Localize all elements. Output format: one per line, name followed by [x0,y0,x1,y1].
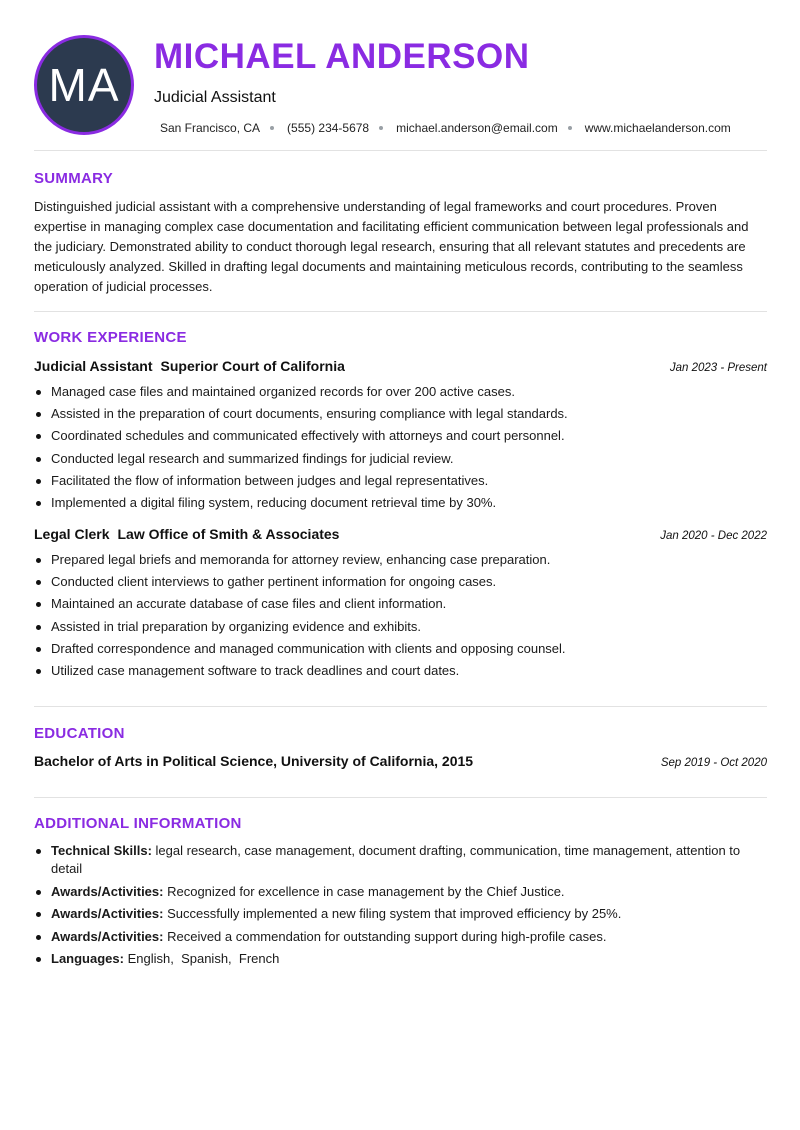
education-dates: Sep 2019 - Oct 2020 [660,757,767,769]
contact-email[interactable]: michael.anderson@email.com [396,121,558,135]
list-item [34,842,767,878]
job-dates: Jan 2023 - Present [669,362,767,374]
job-position: Judicial Assistant [34,358,153,374]
job-title [34,358,345,374]
item-text: legal research, case management, document drafting, communication, time management, attention to detail [51,843,741,876]
additional-list [34,842,767,973]
list-item: Utilized case management software to track deadlines and court dates. [34,660,767,682]
candidate-name: MICHAEL ANDERSON [154,37,530,76]
item-label: Languages: [51,951,124,966]
summary-text: Distinguished judicial assistant with a comprehensive understanding of legal frameworks and court procedures. Proven expertise in managing complex case documentation and facilitating efficient communication between legal professionals and the judiciary. Demonstrated ability to conduct thorough legal research, ensuring that all relevant statutes and precedents are meticulously analyzed. Skilled in drafting legal documents and maintaining meticulous records, contributing to the seamless operation of judicial processes. [34,199,749,294]
list-item: Implemented a digital filing system, reducing document retrieval time by 30%. [34,492,767,514]
list-item: Facilitated the flow of information between judges and legal representatives. [34,470,767,492]
education-degree: Bachelor of Arts in Political Science, University of California, 2015 [34,753,474,769]
section-divider [34,706,767,707]
job-position: Legal Clerk [34,526,110,542]
list-item [34,883,767,901]
job-bullet-list [34,381,767,514]
separator-dot-icon [568,126,572,130]
item-text: Recognized for excellence in case management by the Chief Justice. [167,883,565,899]
contact-phone: (555) 234-5678 [287,121,370,135]
list-item: Conducted client interviews to gather pertinent information for ongoing cases. [34,571,767,593]
section-divider [34,311,767,312]
education-heading: EDUCATION [34,725,125,742]
separator-dot-icon [270,126,274,130]
list-item: Maintained an accurate database of case files and client information. [34,593,767,615]
list-item: Prepared legal briefs and memoranda for attorney review, enhancing case preparation. [34,549,767,571]
contact-line [160,121,731,135]
candidate-role: Judicial Assistant [154,89,276,106]
job-header [34,358,767,374]
item-label: Awards/Activities: [51,883,164,899]
list-item: Assisted in trial preparation by organizing evidence and exhibits. [34,616,767,638]
contact-location: San Francisco, CA [160,121,261,135]
experience-heading: WORK EXPERIENCE [34,329,187,346]
item-text: Received a commendation for outstanding support during high-profile cases. [167,928,607,944]
list-item [34,928,767,946]
list-item: Drafted correspondence and managed communication with clients and opposing counsel. [34,638,767,660]
item-label: Technical Skills: [51,843,152,858]
additional-heading: ADDITIONAL INFORMATION [34,815,242,832]
section-divider [34,150,767,151]
list-item: Conducted legal research and summarized findings for judicial review. [34,448,767,470]
item-text: Successfully implemented a new filing system that improved efficiency by 25%. [167,906,622,921]
list-item: Coordinated schedules and communicated effectively with attorneys and court personnel. [34,425,767,447]
job-header [34,526,767,542]
job-dates: Jan 2020 - Dec 2022 [660,530,767,542]
item-label: Awards/Activities: [51,906,164,921]
item-text: English, Spanish, French [127,951,280,966]
education-header [34,753,767,769]
contact-website[interactable]: www.michaelanderson.com [584,121,731,135]
avatar-initials: MA [34,35,134,135]
list-item: Managed case files and maintained organized records for over 200 active cases. [34,381,767,403]
list-item [34,950,767,968]
list-item: Assisted in the preparation of court documents, ensuring compliance with legal standards. [34,403,767,425]
job-bullet-list [34,549,767,682]
section-divider [34,797,767,798]
job-title [34,526,339,542]
separator-dot-icon [379,126,383,130]
job-employer: Superior Court of California [160,358,345,374]
list-item [34,905,767,923]
summary-heading: SUMMARY [34,170,114,187]
job-employer: Law Office of Smith & Associates [117,526,340,542]
item-label: Awards/Activities: [51,928,164,944]
